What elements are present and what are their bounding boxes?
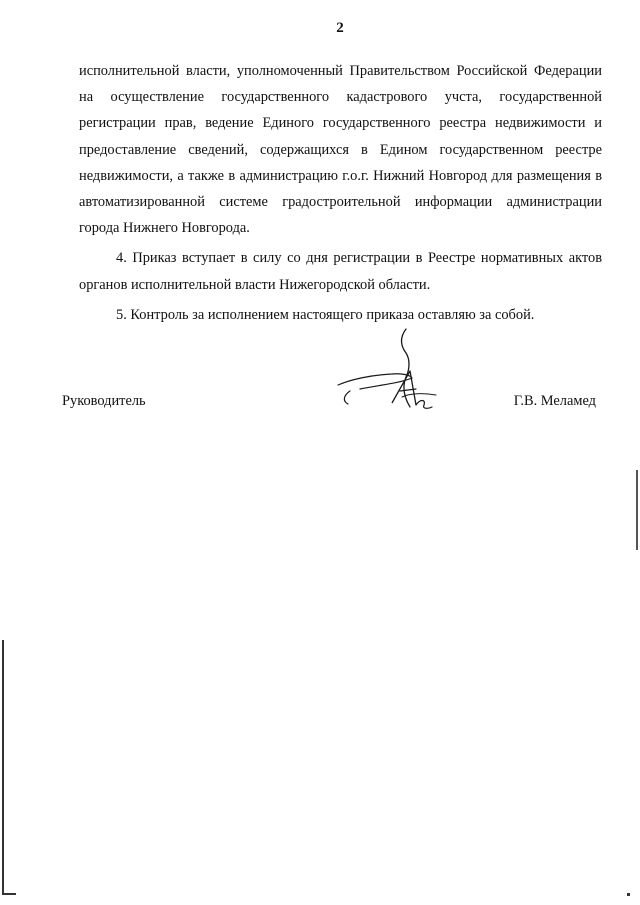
- paragraph-clause-4: 4. Приказ вступает в силу со дня регистрации в Реестре нормативных актов органов исполнительной власти Нижегородской области.: [79, 250, 602, 293]
- signer-name: Г.В. Меламед: [513, 393, 596, 409]
- page-number: 2: [336, 20, 344, 36]
- handwritten-signature-icon: [330, 325, 440, 415]
- paragraph-continuation: исполнительной власти, уполномоченный Правительством Российской Федерации на осуществление государственного кадастрового учста, государственной регистрации прав, ведение Единого государственного реестра недвижимости и предоставление сведений, содержащихся в Едином государственном реестре недвижимости, а также в администрацию г.о.г. Нижний Новгород для размещения в автоматизированной системе градостроительной информации администрации города Нижнего Новгорода.: [79, 63, 602, 237]
- paragraph-clause-5: 5. Контроль за исполнением настоящего приказа оставляю за собой.: [116, 306, 535, 323]
- signature-label: Руководитель: [62, 393, 146, 409]
- scan-edge-left: [2, 640, 4, 895]
- body-text: [79, 58, 602, 332]
- scan-edge-bottom: [2, 893, 16, 895]
- scan-edge-right: [636, 470, 638, 550]
- scan-dot: [627, 893, 630, 896]
